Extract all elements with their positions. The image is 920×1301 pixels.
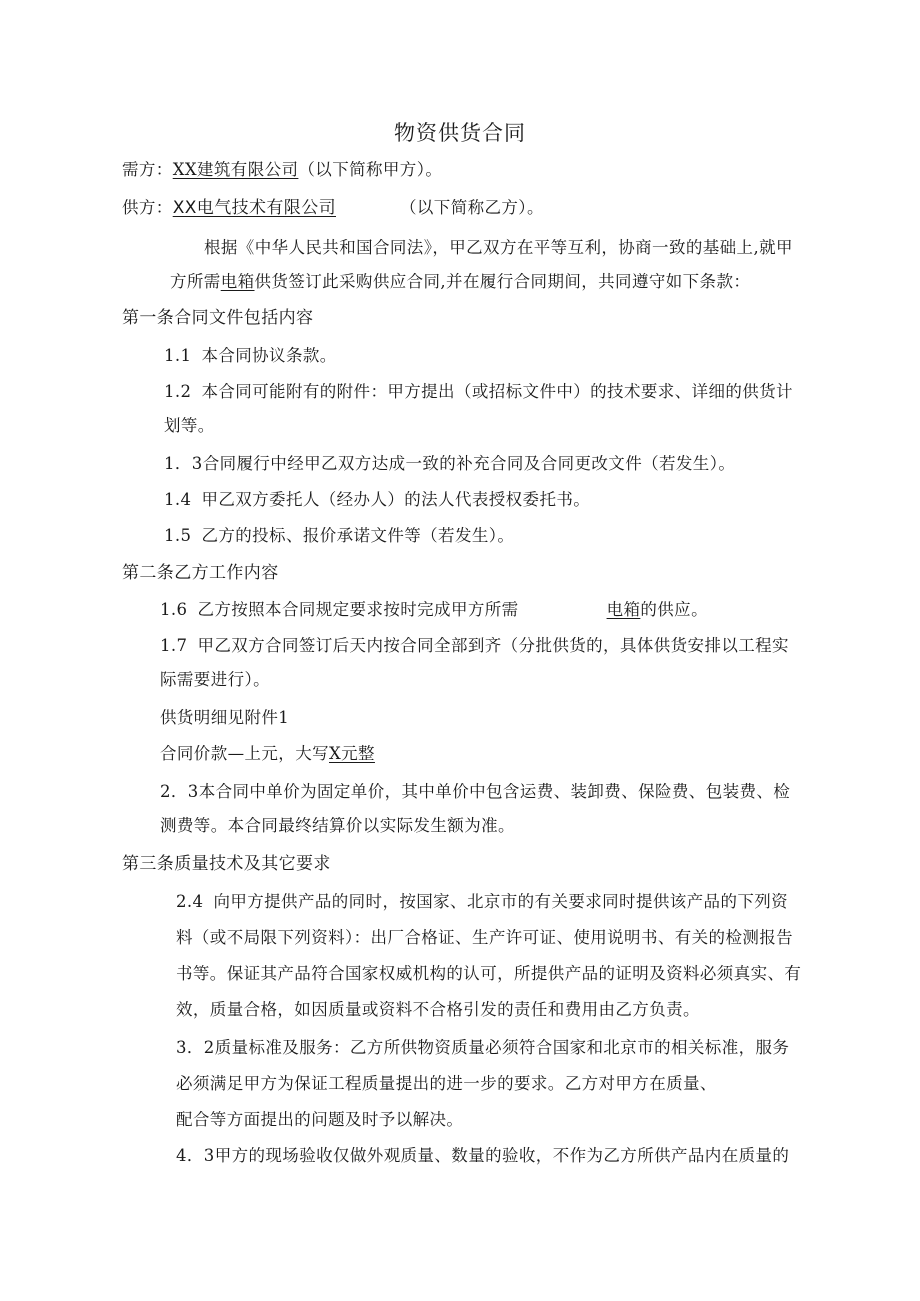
supply-detail-note: 供货明细见附件1 bbox=[160, 708, 290, 727]
clause-1-2: 1.2 本合同可能附有的附件：甲方提出（或招标文件中）的技术要求、详细的供货计 bbox=[164, 382, 793, 401]
intro-item-underlined: 电箱 bbox=[220, 272, 255, 291]
clause-2-4: 2.4 向甲方提供产品的同时，按国家、北京市的有关要求同时提供该产品的下列资 bbox=[176, 892, 789, 911]
article-2-heading: 第二条乙方工作内容 bbox=[122, 563, 279, 583]
clause-4-3: 4．3甲方的现场验收仅做外观质量、数量的验收，不作为乙方所供产品内在质量的 bbox=[176, 1146, 790, 1165]
clause-1-6-item-underlined: 电箱 bbox=[606, 600, 641, 619]
clause-2-4-line-3: 书等。保证其产品符合国家权威机构的认可，所提供产品的证明及资料必须真实、有 bbox=[176, 964, 802, 983]
intro-line-1: 根据《中华人民共和国合同法》，甲乙双方在平等互利，协商一致的基础上,就甲 bbox=[204, 238, 793, 257]
clause-1-2-cont: 划等。 bbox=[164, 416, 215, 435]
document-title: 物资供货合同 bbox=[394, 121, 526, 145]
party-b-company: XX电气技术有限公司 bbox=[172, 198, 336, 218]
contract-price-line: 合同价款—上元，大写X元整 bbox=[160, 744, 375, 763]
party-b-label: 供方： bbox=[122, 198, 173, 217]
party-b-line bbox=[122, 196, 544, 220]
clause-1-3: 1．3合同履行中经甲乙双方达成一致的补充合同及合同更改文件（若发生）。 bbox=[164, 454, 736, 473]
clause-2-3: 2．3本合同中单价为固定单价，其中单价中包含运费、装卸费、保险费、包装费、检 bbox=[160, 782, 791, 801]
contract-price-amount: X元整 bbox=[329, 744, 375, 763]
clause-2-3-cont: 测费等。本合同最终结算价以实际发生额为准。 bbox=[160, 816, 515, 835]
article-1-heading: 第一条合同文件包括内容 bbox=[122, 308, 314, 328]
article-3-heading: 第三条质量技术及其它要求 bbox=[122, 854, 331, 874]
clause-1-7-cont: 际需要进行）。 bbox=[160, 670, 271, 689]
clause-1-7: 1.7 甲乙双方合同签订后天内按合同全部到齐（分批供货的，具体供货安排以工程实 bbox=[160, 636, 789, 655]
clause-1-5: 1.5 乙方的投标、报价承诺文件等（若发生）。 bbox=[164, 526, 515, 545]
clause-1-6: 1.6 乙方按照本合同规定要求按时完成甲方所需 电箱的供应。 bbox=[160, 600, 708, 619]
party-a-company: XX建筑有限公司 bbox=[172, 160, 299, 179]
party-a-label: 需方： bbox=[122, 160, 173, 179]
party-a-line bbox=[122, 158, 442, 182]
intro-line-2: 方所需电箱供货签订此采购供应合同,并在履行合同期间，共同遵守如下条款： bbox=[170, 272, 751, 291]
party-a-suffix: （以下简称甲方）。 bbox=[298, 160, 443, 179]
party-b-suffix: （以下简称乙方）。 bbox=[400, 198, 544, 217]
clause-1-1: 1.1 本合同协议条款。 bbox=[164, 346, 337, 365]
clause-3-2-line-2: 必须满足甲方为保证工程质量提出的进一步的要求。乙方对甲方在质量、 bbox=[176, 1074, 717, 1093]
clause-3-2: 3．2质量标准及服务：乙方所供物资质量必须符合国家和北京市的相关标准，服务 bbox=[176, 1038, 790, 1057]
clause-2-4-line-2: 料（或不局限下列资料）：出厂合格证、生产许可证、使用说明书、有关的检测报告 bbox=[176, 928, 794, 947]
clause-2-4-line-4: 效，质量合格，如因质量或资料不合格引发的责任和费用由乙方负责。 bbox=[176, 1000, 700, 1019]
clause-1-4: 1.4 甲乙双方委托人（经办人）的法人代表授权委托书。 bbox=[164, 490, 591, 509]
clause-3-2-line-3: 配合等方面提出的问题及时予以解决。 bbox=[176, 1110, 464, 1129]
